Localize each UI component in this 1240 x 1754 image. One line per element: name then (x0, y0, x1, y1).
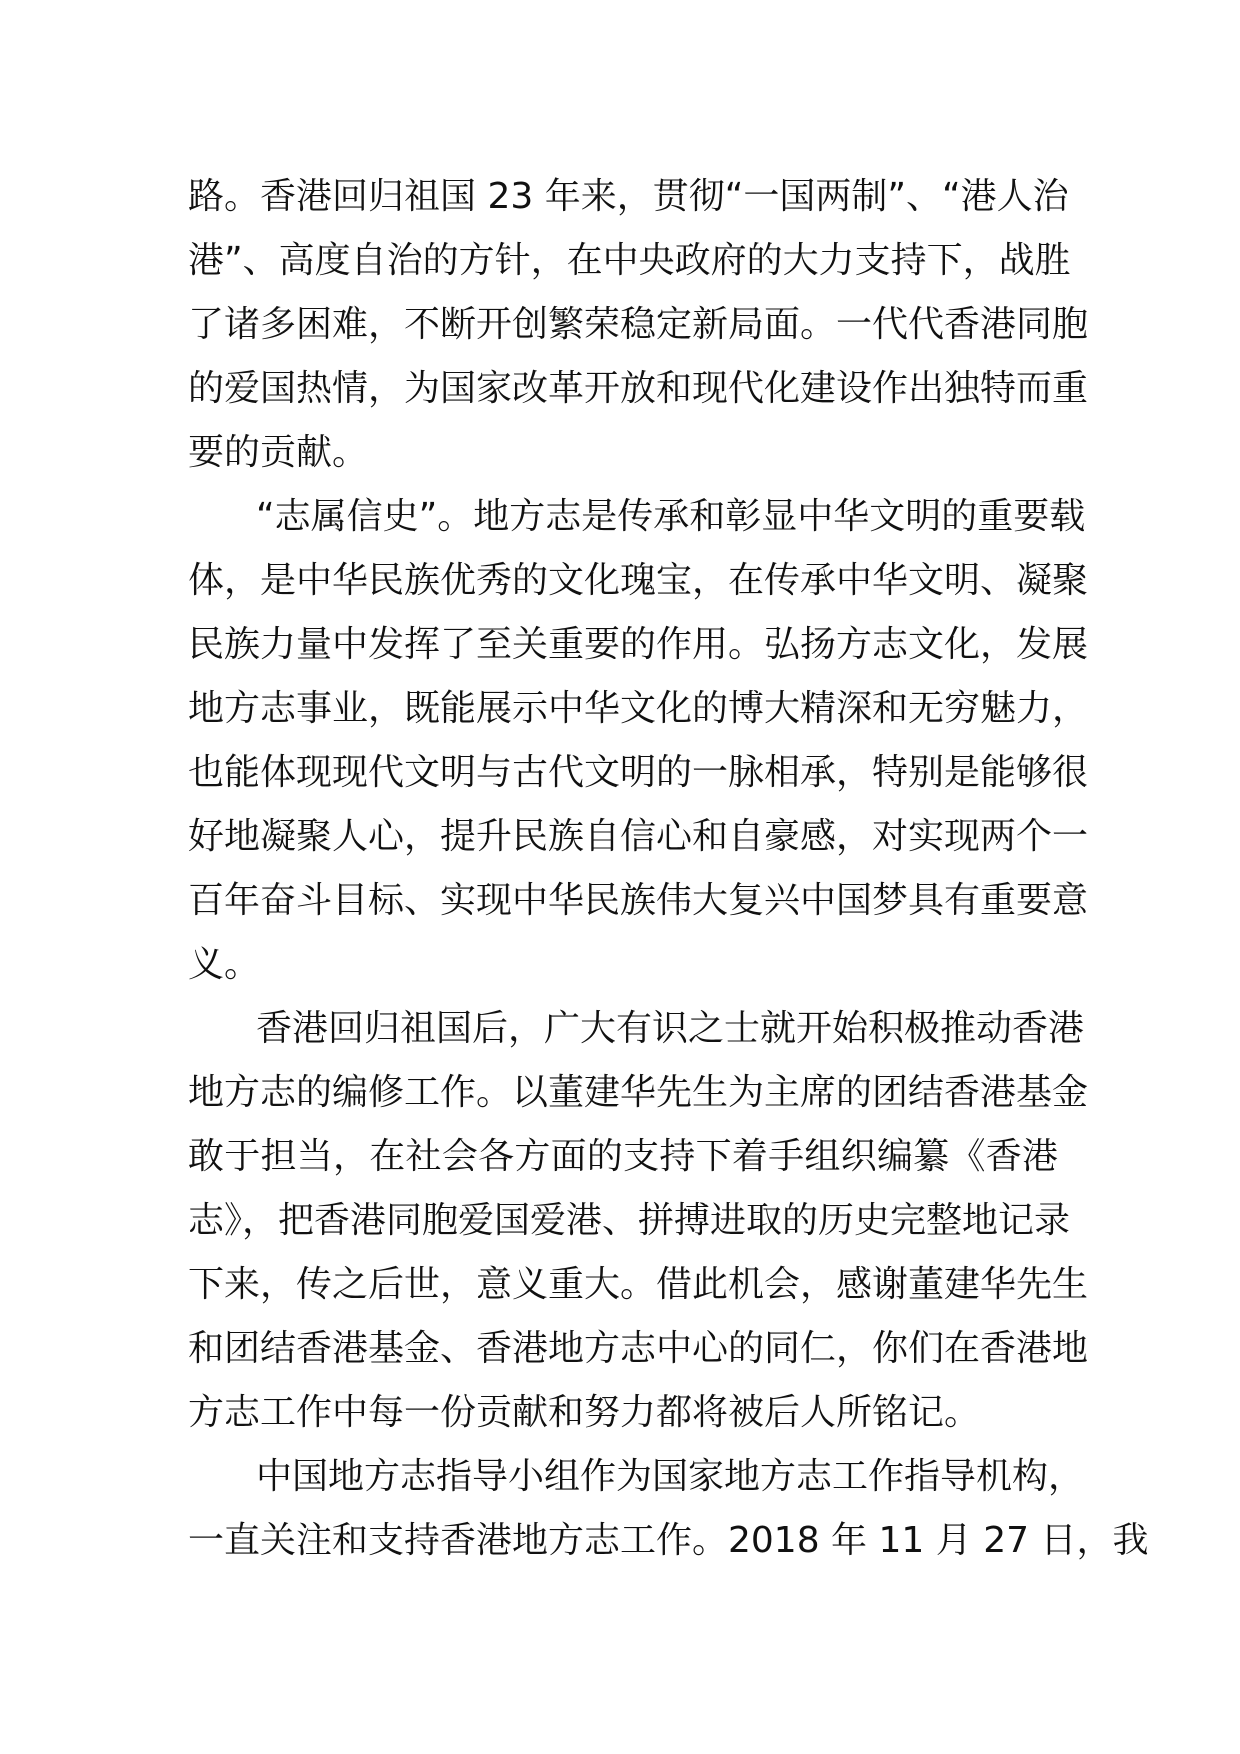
text-line: 港”、高度自治的方针，在中央政府的大力支持下，战胜 (188, 240, 1071, 281)
text-line: 义。 (188, 944, 261, 985)
text-line: 一直关注和支持香港地方志工作。2018 年 11 月 27 日，我 (188, 1520, 1149, 1561)
text-line: 路。香港回归祖国 23 年来，贯彻“一国两制”、“港人治 (188, 176, 1069, 217)
text-line: 和团结香港基金、香港地方志中心的同仁，你们在香港地 (188, 1328, 1089, 1369)
text-line: 好地凝聚人心，提升民族自信心和自豪感，对实现两个一 (188, 816, 1089, 857)
text-line: 地方志事业，既能展示中华文化的博大精深和无穷魅力， (188, 688, 1089, 729)
text-line: 中国地方志指导小组作为国家地方志工作指导机构， (256, 1456, 1085, 1497)
text-line: “志属信史”。地方志是传承和彰显中华文明的重要载 (256, 496, 1086, 537)
text-line: 敢于担当，在社会各方面的支持下着手组织编纂《香港 (188, 1136, 1058, 1177)
text-line: 的爱国热情，为国家改革开放和现代化建设作出独特而重 (188, 368, 1089, 409)
text-line: 下来，传之后世，意义重大。借此机会，感谢董建华先生 (188, 1264, 1089, 1305)
text-line: 也能体现现代文明与古代文明的一脉相承，特别是能够很 (188, 752, 1089, 793)
text-line: 志》，把香港同胞爱国爱港、拼搏进取的历史完整地记录 (188, 1200, 1071, 1241)
text-line: 要的贡献。 (188, 432, 369, 473)
text-line: 方志工作中每一份贡献和努力都将被后人所铭记。 (188, 1392, 981, 1433)
text-line: 地方志的编修工作。以董建华先生为主席的团结香港基金 (188, 1072, 1089, 1113)
text-line: 民族力量中发挥了至关重要的作用。弘扬方志文化，发展 (188, 624, 1089, 665)
text-line: 香港回归祖国后，广大有识之士就开始积极推动香港 (256, 1008, 1085, 1049)
text-line: 百年奋斗目标、实现中华民族伟大复兴中国梦具有重要意 (188, 880, 1089, 921)
text-line: 体，是中华民族优秀的文化瑰宝，在传承中华文明、凝聚 (188, 560, 1089, 601)
text-line: 了诸多困难，不断开创繁荣稳定新局面。一代代香港同胞 (188, 304, 1089, 345)
